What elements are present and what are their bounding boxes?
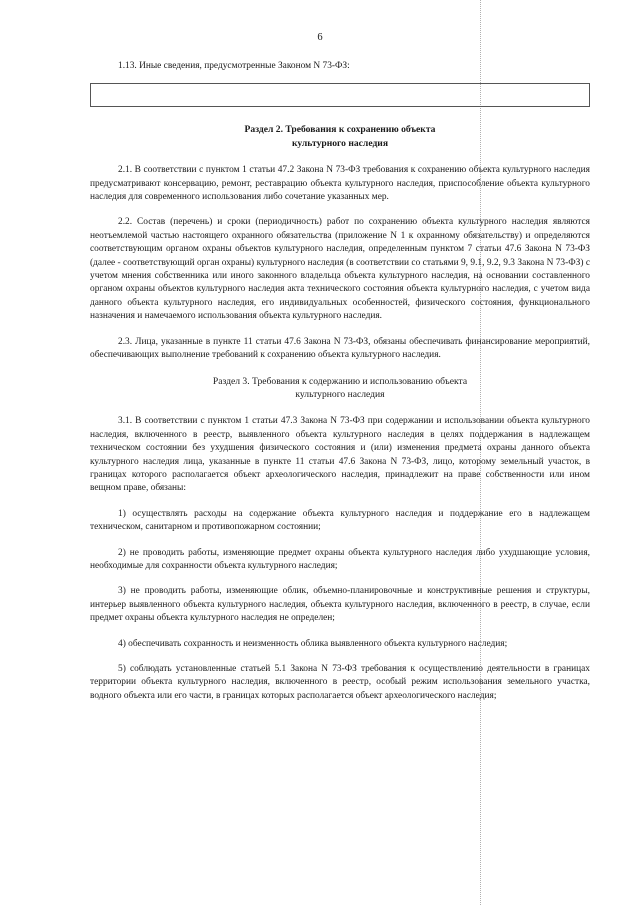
section-3-title-line1: Раздел 3. Требования к содержанию и использованию объекта [212, 375, 468, 387]
section-2-title [90, 123, 590, 150]
document-body [90, 60, 590, 715]
section-3-title-line2: культурного наследия [295, 388, 385, 400]
paragraph-2-3: 2.3. Лица, указанные в пункте 11 статьи 47.6 Закона N 73-ФЗ, обязаны обеспечивать финансирование мероприятий, обеспечивающих выполнение требований к сохранению объекта культурного наследия. [90, 336, 590, 361]
paragraph-2-1: 2.1. В соответствии с пунктом 1 статьи 47.2 Закона N 73-ФЗ требования к сохранению объекта культурного наследия предусматривают консервацию, ремонт, реставрацию объекта культурного наследия, приспособление объекта культурного наследия для современного использования либо сочетание указанных мер. [90, 165, 590, 203]
paragraph-3-1: 3.1. В соответствии с пунктом 1 статьи 47.3 Закона N 73-ФЗ при содержании и использовании объекта культурного наследия, включенного в реестр, выявленного объекта культурного наследия в целях поддержания в надлежащем техническом состоянии без ухудшения физического состояния и (или) изменения предмета охраны данного объекта культурного наследия лица, указанные в пункте 11 статьи 47.6 Закона N 73-ФЗ, лицо, которому земельный участок, в границах которого располагается объект археологического наследия, принадлежит на праве собственности или ином вещном праве, обязаны: [90, 416, 590, 494]
subitem-5: 5) соблюдать установленные статьей 5.1 Закона N 73-ФЗ требования к осуществлению деятельности в границах территории объекта культурного наследия, включенного в реестр, особый режим использования земельного участка, водного объекта или его части, в границах которых располагается объект археологического наследия; [90, 664, 590, 701]
paragraph-2-2: 2.2. Состав (перечень) и сроки (периодичность) работ по сохранению объекта культурного наследия являются неотъемлемой частью настоящего охранного обязательства (приложение N 1 к охранному обязательству) и определяются соответствующим органом охраны объектов культурного наследия, определенным пунктом 7 статьи 47.6 Закона N 73-ФЗ (далее - соответствующий орган охраны) культурного наследия (в соответствии со статьями 9, 9.1, 9.2, 9.3 Закона N 73-ФЗ) с учетом мнения собственника или иного законного владельца объекта культурного наследия, на основании составленного органом охраны объектов культурного наследия акта технического состояния объекта культурного наследия, с учетом вида данного объекта культурного наследия, его индивидуальных особенностей, физического состояния, функционального назначения и намечаемого использования объекта культурного наследия. [90, 217, 590, 322]
subitem-4: 4) обеспечивать сохранность и неизменность облика выявленного объекта культурного наследия; [118, 638, 508, 649]
section-3-title [90, 375, 590, 402]
section-2-title-line2: культурного наследия [291, 137, 389, 149]
item-1-13: 1.13. Иные сведения, предусмотренные Законом N 73-ФЗ: [118, 61, 350, 71]
section-2-title-line1: Раздел 2. Требования к сохранению объекта [244, 124, 436, 136]
subitem-1: 1) осуществлять расходы на содержание объекта культурного наследия и поддержание его в надлежащем техническом, санитарном и противопожарном состоянии; [90, 508, 590, 533]
item-1-13-field [90, 83, 590, 107]
page-number: 6 [317, 32, 323, 43]
subitem-3: 3) не проводить работы, изменяющие облик, объемно-планировочные и конструктивные решения и структуры, интерьер выявленного объекта культурного наследия, объекта культурного наследия, включенного в реестр, в случае, если предмет охраны объекта культурного наследия не определен; [90, 586, 590, 624]
subitem-2: 2) не проводить работы, изменяющие предмет охраны объекта культурного наследия либо ухудшающие условия, необходимые для сохранности объекта культурного наследия; [90, 547, 590, 571]
